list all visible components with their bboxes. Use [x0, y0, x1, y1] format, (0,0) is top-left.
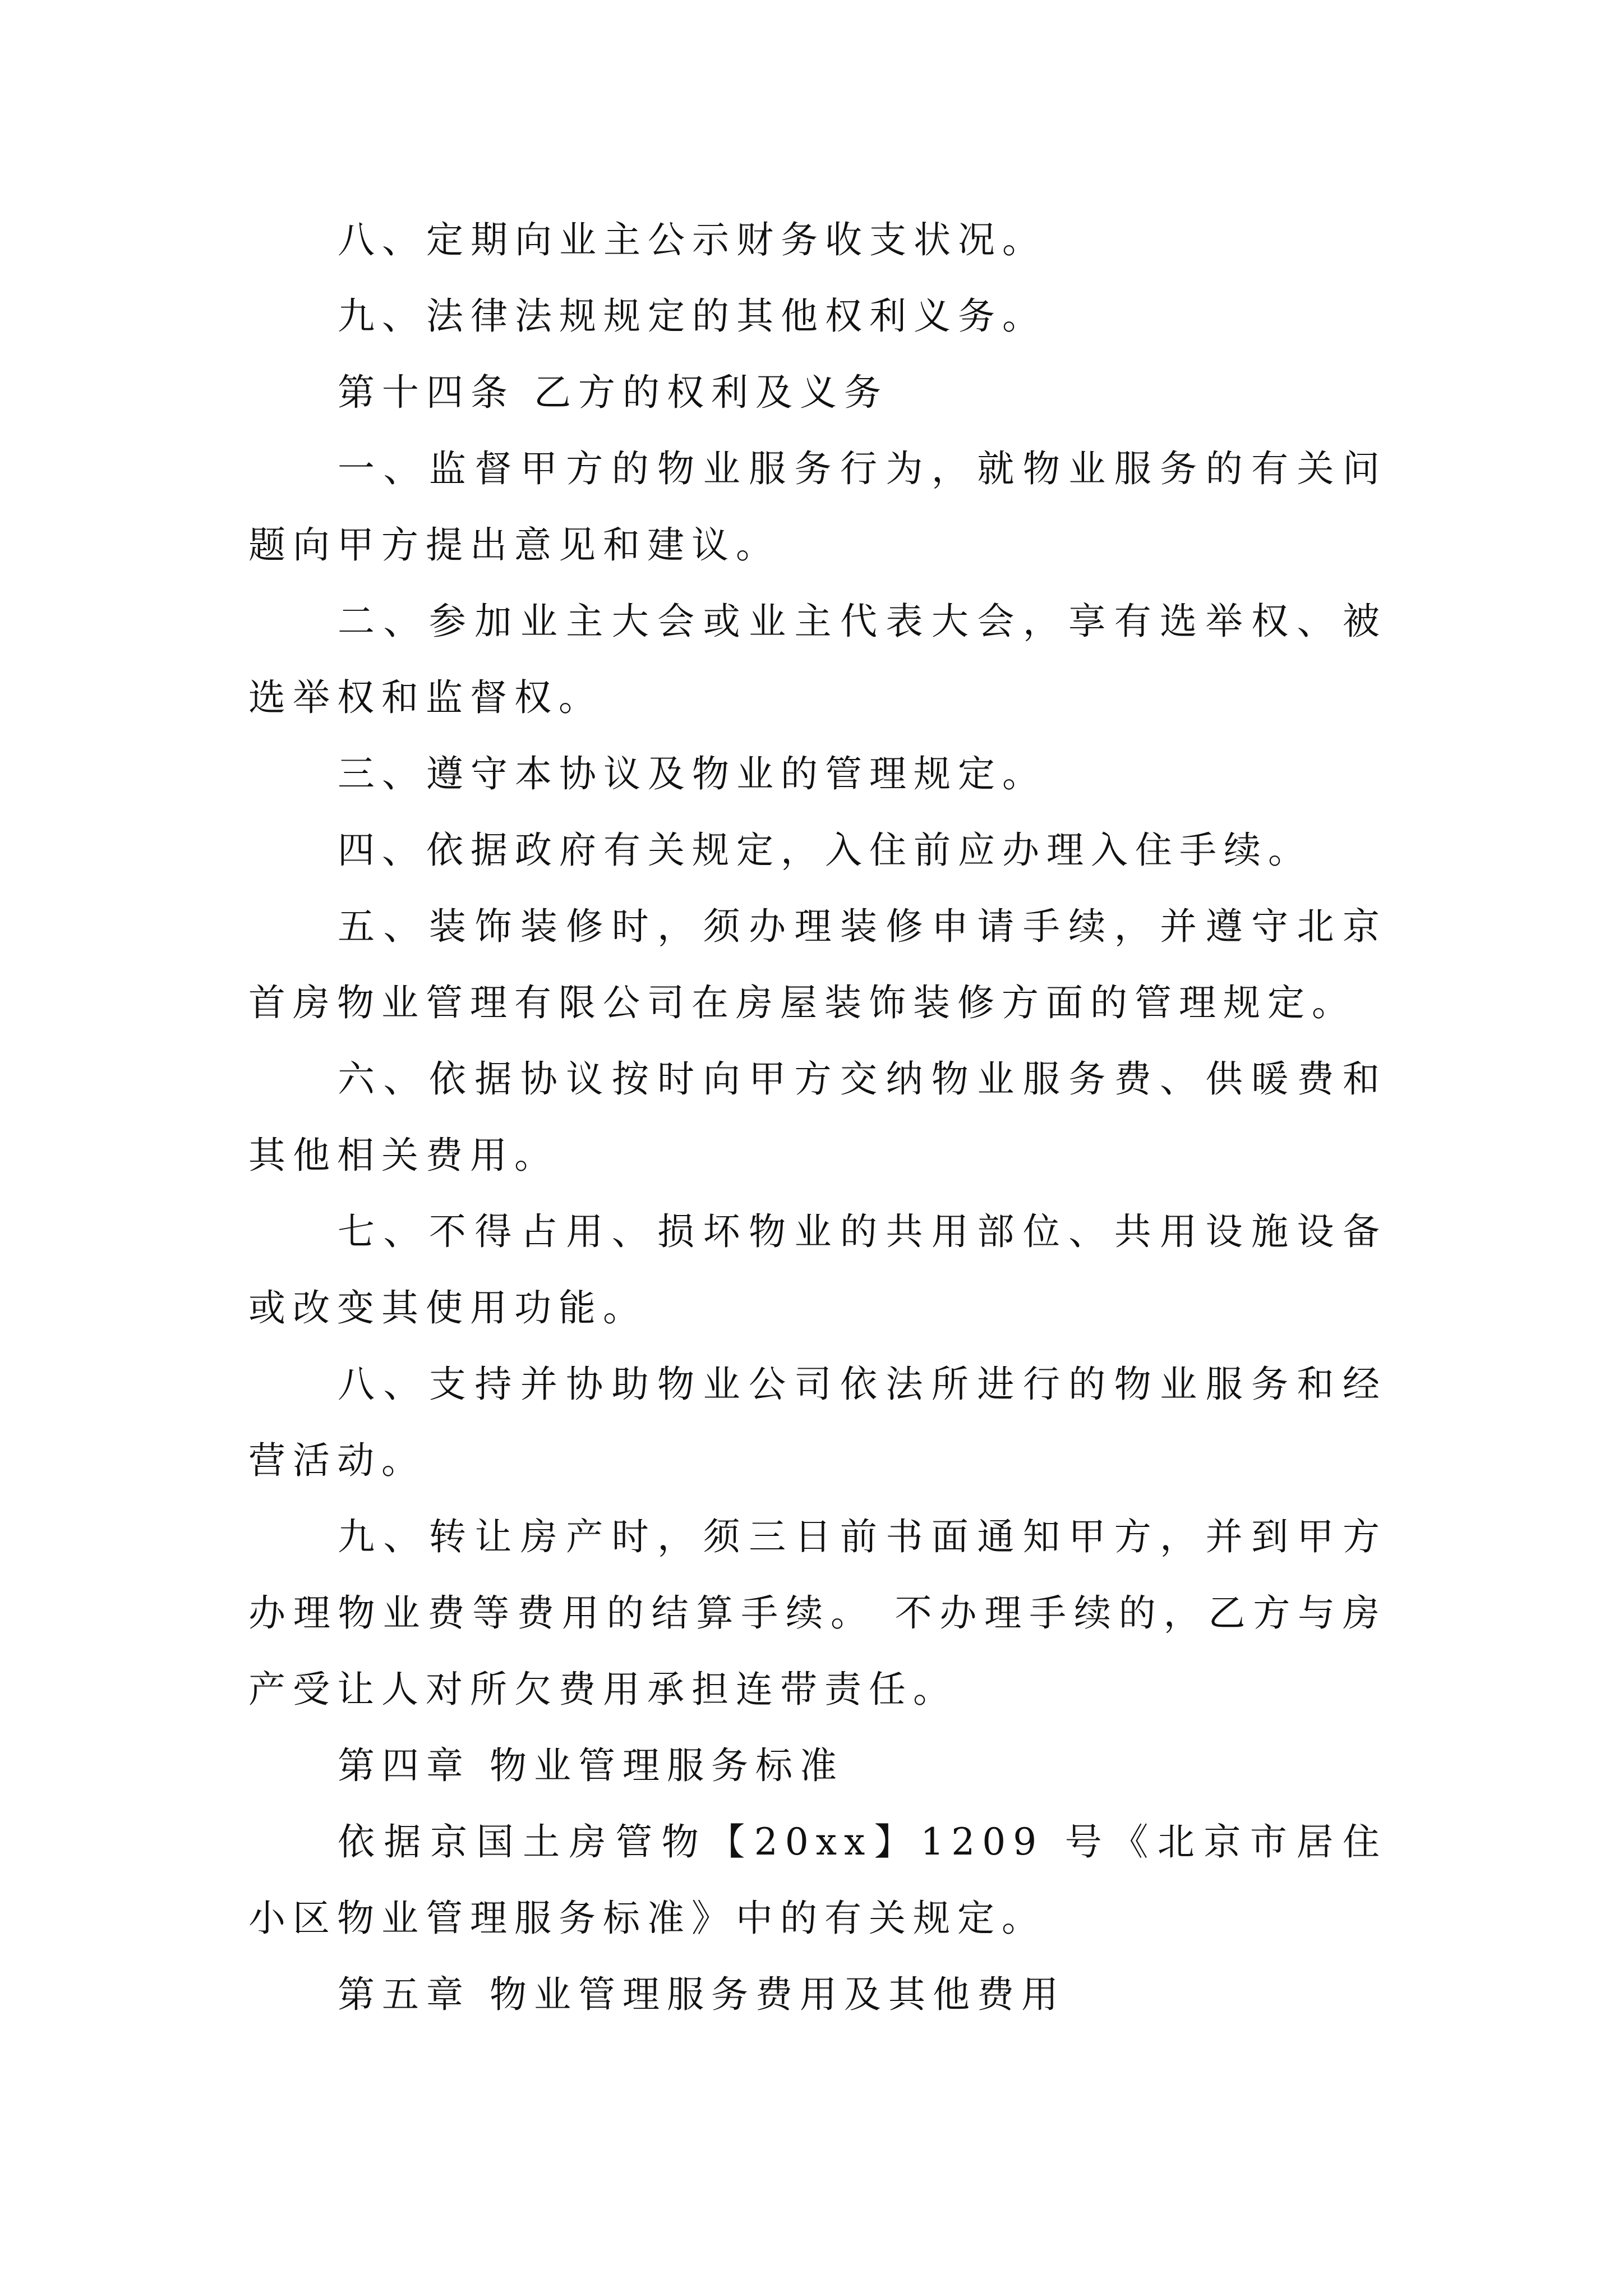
paragraph: 八、支持并协助物业公司依法所进行的物业服务和经营活动。 [248, 1363, 1387, 1482]
article-heading: 第十四条 乙方的权利及义务 [338, 371, 888, 414]
chapter-heading: 第四章 物业管理服务标准 [338, 1744, 844, 1787]
paragraph: 七、不得占用、损坏物业的共用部位、共用设施设备或改变其使用功能。 [248, 1210, 1387, 1329]
paragraph: 三、遵守本协议及物业的管理规定。 [338, 752, 1046, 795]
paragraph: 一、监督甲方的物业服务行为，就物业服务的有关问题向甲方提出意见和建议。 [248, 447, 1387, 567]
paragraph: 九、转让房产时，须三日前书面通知甲方，并到甲方办理物业费等费用的结算手续。 不办理手续的，乙方与房产受让人对所欠费用承担连带责任。 [248, 1515, 1387, 1711]
paragraph: 五、装饰装修时，须办理装修申请手续，并遵守北京首房物业管理有限公司在房屋装饰装修方面的管理规定。 [248, 905, 1387, 1024]
paragraph: 六、依据协议按时向甲方交纳物业服务费、供暖费和其他相关费用。 [248, 1057, 1387, 1177]
paragraph: 依据京国土房管物【20xx】1209 号《北京市居住小区物业管理服务标准》中的有关规定。 [248, 1820, 1387, 1940]
chapter-heading: 第五章 物业管理服务费用及其他费用 [338, 1973, 1066, 2016]
paragraph: 八、定期向业主公示财务收支状况。 [338, 218, 1046, 261]
paragraph: 四、依据政府有关规定，入住前应办理入住手续。 [338, 829, 1312, 872]
paragraph: 二、参加业主大会或业主代表大会，享有选举权、被选举权和监督权。 [248, 600, 1387, 719]
document-body [248, 202, 1387, 2033]
paragraph: 九、法律法规规定的其他权利义务。 [338, 295, 1046, 338]
